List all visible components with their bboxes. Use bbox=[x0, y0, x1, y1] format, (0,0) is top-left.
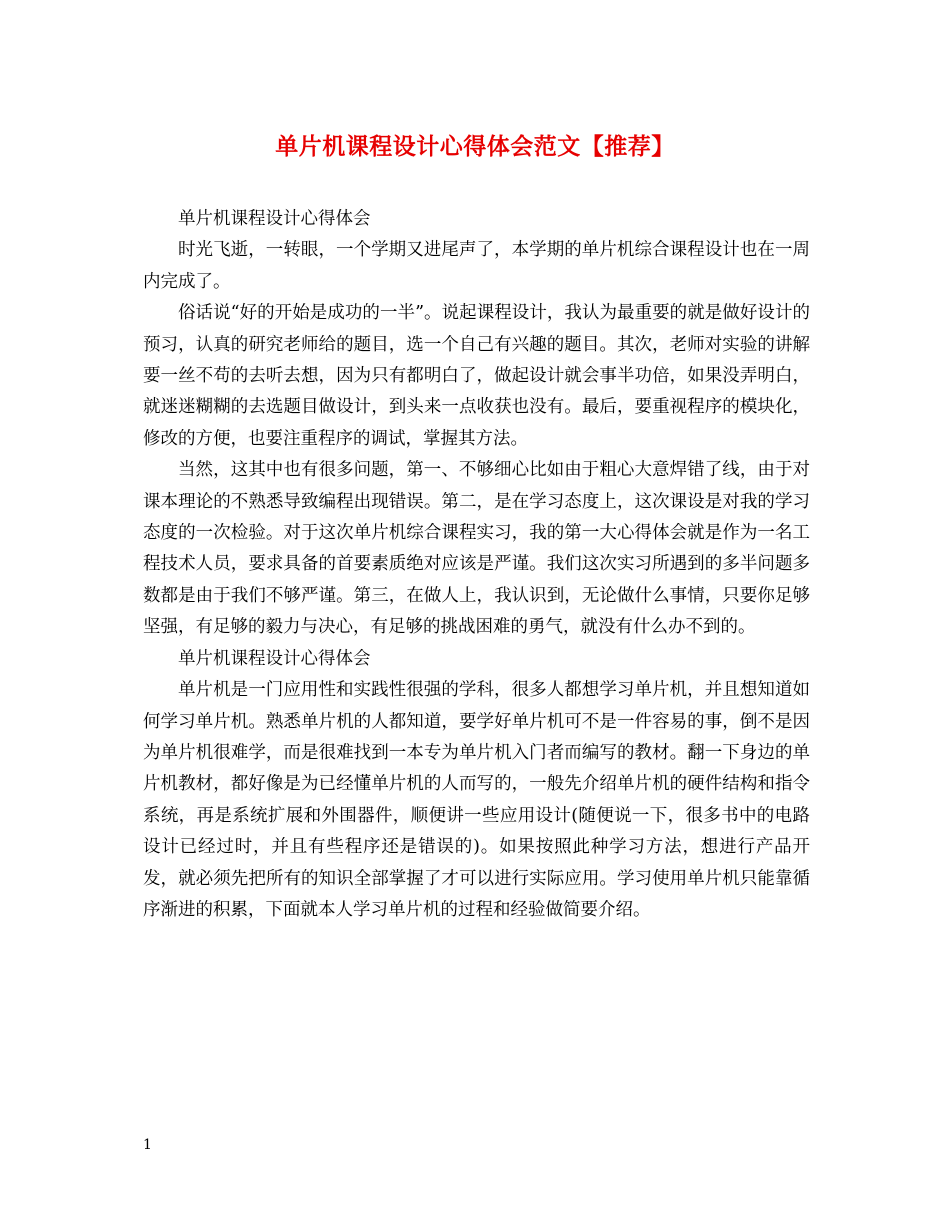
document-title: 单片机课程设计心得体会范文【推荐】 bbox=[275, 133, 675, 160]
section-heading: 单片机课程设计心得体会 bbox=[178, 648, 371, 669]
page-number: 1 bbox=[143, 1137, 152, 1153]
paragraph: 俗话说“好的开始是成功的一半”。说起课程设计，我认为最重要的就是做好设计的预习，认真的研究老师给的题目，选一个自己有兴趣的题目。其次，老师对实验的讲解要一丝不苟的去听去想，因为只有都明白了，做起设计就会事半功倍，如果没弄明白，就迷迷糊糊的去选题目做设计，到头来一点收获也没有。最后，要重视程序的模块化，修改的方便，也要注重程序的调试，掌握其方法。 bbox=[143, 303, 810, 449]
section-heading: 单片机课程设计心得体会 bbox=[178, 209, 371, 229]
paragraph: 单片机是一门应用性和实践性很强的学科，很多人都想学习单片机，并且想知道如何学习单片机。熟悉单片机的人都知道，要学好单片机可不是一件容易的事，倒不是因为单片机很难学，而是很难找到一本专为单片机入门者而编写的教材。翻一下身边的单片机教材，都好像是为已经懂单片机的人而写的，一般先介绍单片机的硬件结构和指令系统，再是系统扩展和外围器件，顺便讲一些应用设计(随便说一下，很多书中的电路设计已经过时，并且有些程序还是错误的)。如果按照此种学习方法，想进行产品开发，就必须先把所有的知识全部掌握了才可以进行实际应用。学习使用单片机只能靠循序渐进的积累，下面就本人学习单片机的过程和经验做简要介绍。 bbox=[143, 680, 810, 920]
paragraph: 时光飞逝，一转眼，一个学期又进尾声了，本学期的单片机综合课程设计也在一周内完成了。 bbox=[143, 240, 810, 292]
paragraph: 当然，这其中也有很多问题，第一、不够细心比如由于粗心大意焊错了线，由于对课本理论的不熟悉导致编程出现错误。第二，是在学习态度上，这次课设是对我的学习态度的一次检验。对于这次单片机综合课程实习，我的第一大心得体会就是作为一名工程技术人员，要求具备的首要素质绝对应该是严谨。我们这次实习所遇到的多半问题多数都是由于我们不够严谨。第三，在做人上，我认识到，无论做什么事情，只要你足够坚强，有足够的毅力与决心，有足够的挑战困难的勇气，就没有什么办不到的。 bbox=[143, 460, 810, 638]
document-body bbox=[143, 204, 810, 926]
